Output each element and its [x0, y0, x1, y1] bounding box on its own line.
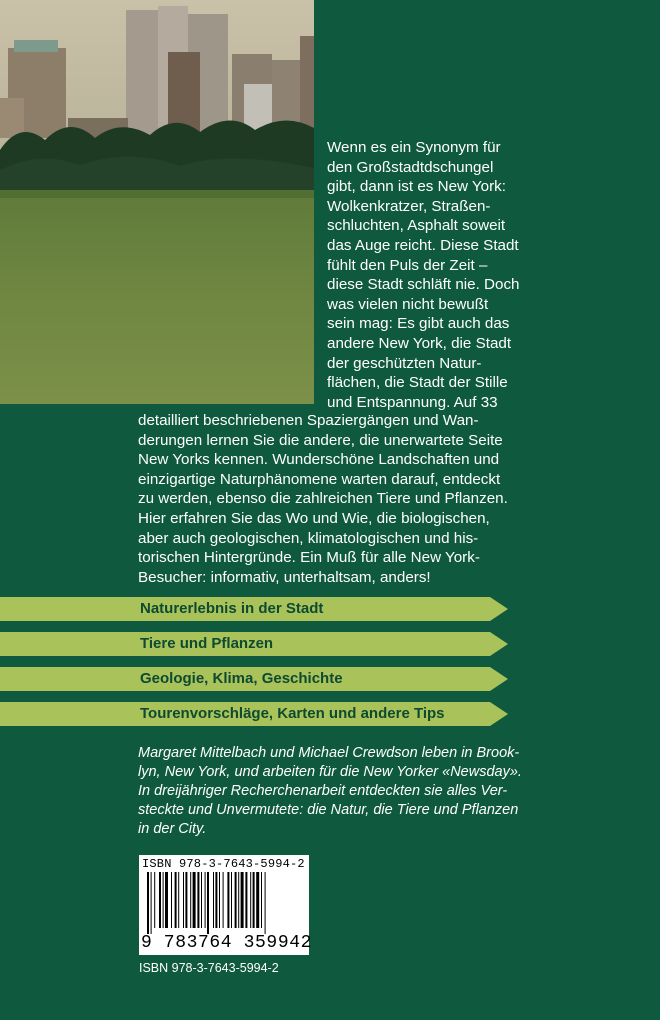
barcode [139, 855, 313, 955]
blurb-line: was vielen nicht bewußt [327, 295, 489, 313]
barcode-bar [238, 872, 239, 928]
banner-label: Geologie, Klima, Geschichte [140, 670, 343, 687]
blurb-line: fühlt den Puls der Zeit – [327, 256, 488, 274]
barcode-bar [235, 872, 237, 928]
barcode-bar [159, 872, 161, 928]
authors-line: lyn, New York, und arbeiten für die New Yorker «Newsday». [138, 764, 522, 780]
barcode-bar [193, 872, 196, 928]
barcode-digits: 9 783764 359942 [141, 933, 313, 953]
barcode-bar [256, 872, 259, 928]
blurb-line: Wolkenkratzer, Straßen- [327, 197, 491, 215]
barcode-bar [227, 872, 229, 928]
blurb-bottom [138, 411, 648, 587]
banner-label: Tiere und Pflanzen [140, 635, 274, 652]
barcode-bar [190, 872, 191, 928]
banner-label: Tourenvorschläge, Karten und andere Tips [140, 705, 445, 722]
blurb-line: torischen Hintergründe. Ein Muß für alle New York- [138, 549, 480, 567]
blurb-line: sein mag: Es gibt auch das [327, 315, 510, 333]
blurb-line: zu werden, ebenso die zahlreichen Tiere und Pflanzen. [138, 490, 508, 508]
isbn-text: ISBN 978-3-7643-5994-2 [139, 961, 279, 975]
banner-touren [0, 702, 508, 726]
blurb-line: einzigartige Naturphänomene warten darauf, entdeckt [138, 470, 501, 488]
banner-label: Naturerlebnis in der Stadt [140, 600, 324, 617]
barcode-bar [215, 872, 217, 928]
barcode-bar [163, 872, 164, 928]
blurb-line: andere New York, die Stadt [327, 334, 512, 352]
blurb-line: flächen, die Stadt der Stille [327, 374, 508, 392]
barcode-bar [253, 872, 255, 928]
blurb-line: das Auge reicht. Diese Stadt [327, 236, 519, 254]
blurb-line: den Großstadtdschungel [327, 158, 494, 176]
blurb-line: detailliert beschriebenen Spaziergängen und Wan- [138, 412, 479, 429]
barcode-bar [178, 872, 179, 928]
barcode-bar [165, 872, 168, 928]
authors-line: in der City. [138, 821, 207, 837]
barcode-bar [219, 872, 220, 928]
authors-line: steckte und Unvermutete: die Natur, die Tiere und Pflanzen [138, 802, 519, 818]
barcode-bar [231, 872, 232, 928]
banner-geologie [0, 667, 508, 691]
barcode-bars [147, 872, 303, 934]
barcode-bar [154, 872, 155, 928]
barcode-bar [261, 872, 262, 928]
blurb-line: diese Stadt schläft nie. Doch [327, 276, 520, 294]
barcode-bar [175, 872, 177, 928]
banner-tiere [0, 632, 508, 656]
barcode-bar [171, 872, 172, 928]
barcode-bar [205, 872, 206, 928]
park-skyline-image [0, 0, 314, 404]
barcode-bar [223, 872, 224, 928]
barcode-bar [185, 872, 187, 928]
blurb-line: New Yorks kennen. Wunderschöne Landschaften und [138, 451, 500, 469]
barcode-bar [147, 872, 149, 934]
barcode-bar [201, 872, 202, 928]
blurb-line: gibt, dann ist es New York: [327, 178, 506, 196]
barcode-bar [151, 872, 152, 934]
blurb-top [327, 138, 645, 412]
barcode-bar [241, 872, 244, 928]
blurb-line: und Entspannung. Auf 33 [327, 393, 498, 411]
authors-line: Margaret Mittelbach und Michael Crewdson leben in Brook- [138, 745, 520, 761]
banner-naturerlebnis [0, 597, 508, 621]
barcode-bar [250, 872, 251, 928]
barcode-bar [245, 872, 247, 928]
blurb-line: Besucher: informativ, unterhaltsam, anders! [138, 568, 431, 586]
blurb-line: derungen lernen Sie die andere, die unerwartete Seite [138, 431, 503, 449]
barcode-bar [265, 872, 266, 934]
barcode-bar [183, 872, 184, 928]
blurb-line: der geschützten Natur- [327, 354, 482, 372]
barcode-isbn-label: ISBN 978-3-7643-5994-2 [142, 857, 305, 871]
barcode-bar [197, 872, 199, 928]
blurb-line: Hier erfahren Sie das Wo und Wie, die biologischen, [138, 509, 490, 527]
authors-paragraph [138, 744, 648, 839]
blurb-line: schluchten, Asphalt soweit [327, 217, 506, 235]
cover-photo [0, 0, 314, 404]
blurb-line: aber auch geologischen, klimatologischen und his- [138, 529, 479, 547]
barcode-bar [213, 872, 214, 928]
barcode-bar [207, 872, 209, 934]
blurb-line: Wenn es ein Synonym für [327, 139, 501, 156]
authors-line: In dreijähriger Recherchenarbeit entdeckten sie alles Ver- [138, 783, 508, 799]
